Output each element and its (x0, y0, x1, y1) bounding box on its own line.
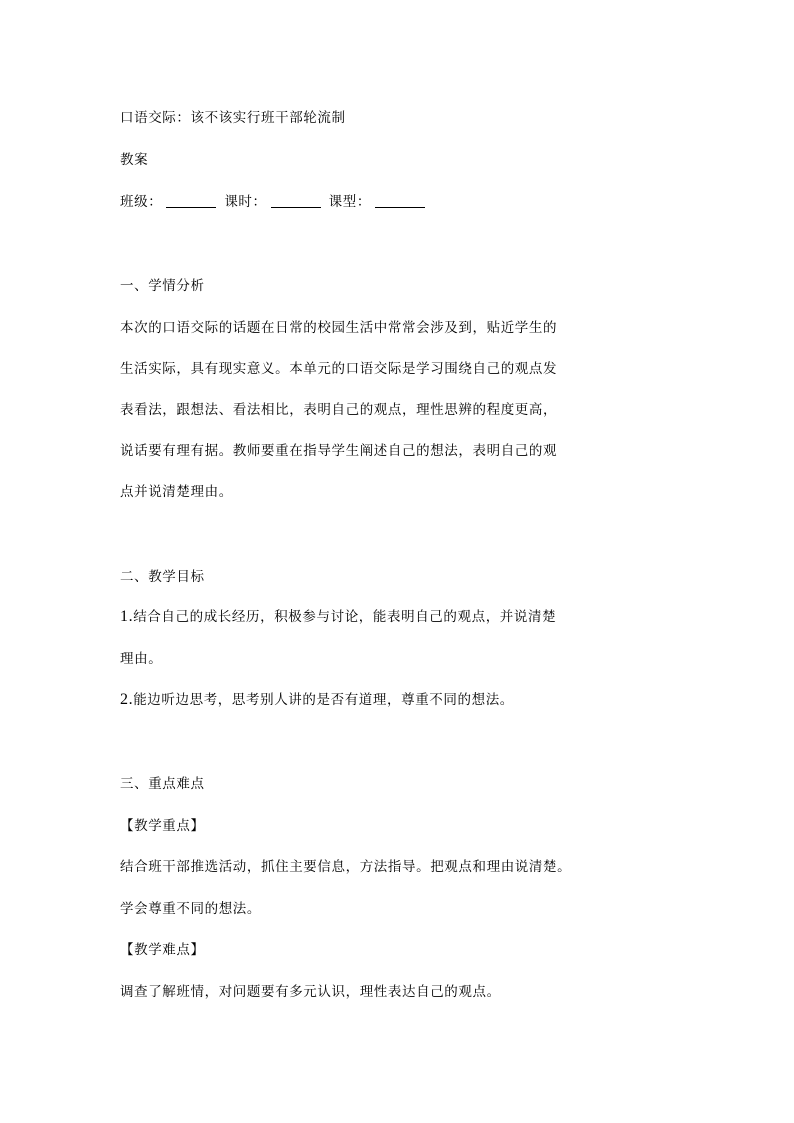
class-label: 班级： (120, 194, 163, 210)
objective-number: 2. (120, 691, 134, 708)
document-title: 口语交际：该不该实行班干部轮流制 (120, 110, 346, 126)
section1-paragraph-line: 本次的口语交际的话题在日常的校园生活中常常会涉及到，贴近学生的 (120, 320, 558, 336)
info-row (120, 192, 433, 212)
type-blank (375, 193, 425, 208)
period-blank (271, 193, 321, 208)
section2-heading: 二、教学目标 (120, 569, 205, 585)
difficulty-label: 【教学难点】 (120, 942, 205, 958)
type-label: 课型： (328, 194, 371, 210)
objective-text: 结合自己的成长经历，积极参与讨论，能表明自己的观点，并说清楚 (133, 609, 557, 625)
key-points-line: 学会尊重不同的想法。 (120, 901, 261, 917)
section1-paragraph-line: 表看法，跟想法、看法相比，表明自己的观点，理性思辨的程度更高， (120, 402, 558, 418)
objective-text: 能边听边思考，思考别人讲的是否有道理，尊重不同的想法。 (133, 692, 514, 708)
key-points-label: 【教学重点】 (120, 818, 205, 834)
objective-item-1 (120, 607, 556, 627)
key-points-line: 结合班干部推选活动，抓住主要信息，方法指导。把观点和理由说清楚。 (120, 859, 572, 875)
document-subtitle: 教案 (120, 152, 149, 168)
section1-heading: 一、学情分析 (120, 278, 205, 294)
objective-number: 1. (120, 608, 134, 625)
class-blank (166, 193, 216, 208)
section1-paragraph-line: 点并说清楚理由。 (120, 484, 233, 500)
objective-item-1-continued: 理由。 (120, 651, 163, 667)
period-label: 课时： (224, 194, 267, 210)
section1-paragraph-line: 生活实际，具有现实意义。本单元的口语交际是学习围绕自己的观点发 (120, 361, 558, 377)
section3-heading: 三、重点难点 (120, 776, 205, 792)
difficulty-line: 调查了解班情，对问题要有多元认识，理性表达自己的观点。 (120, 984, 501, 1000)
section1-paragraph-line: 说话要有理有据。教师要重在指导学生阐述自己的想法，表明自己的观 (120, 443, 558, 459)
objective-item-2 (120, 690, 514, 710)
